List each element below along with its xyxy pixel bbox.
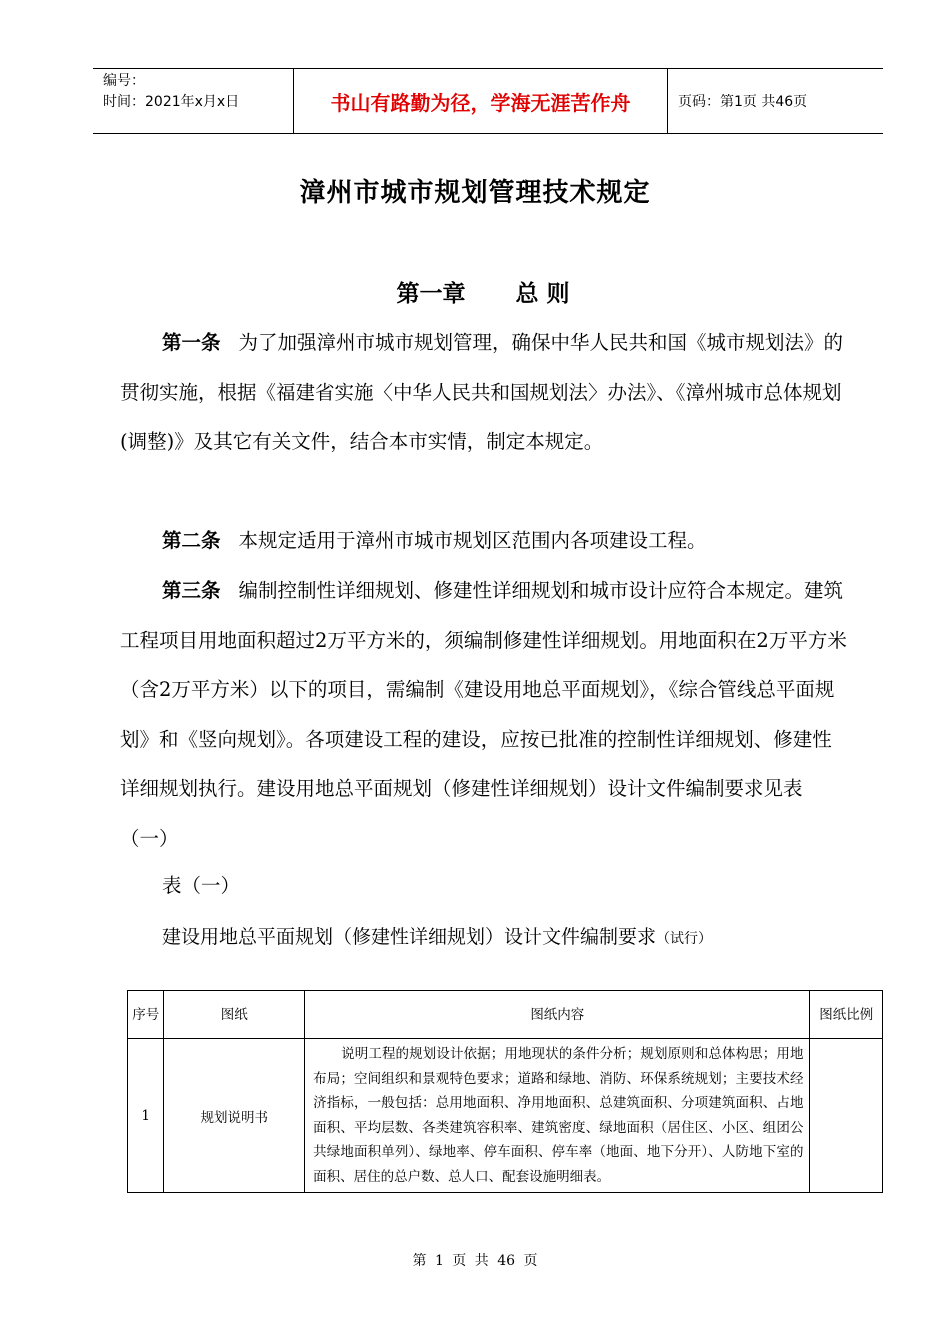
- article-text: 编制控制性详细规划、修建性详细规划和城市设计应符合本规定。建筑工程项目用地面积超过2万平方米的，须编制修建性详细规划。用地面积在2万平方米（含2万平方米）以下的项目，需编制《建设用地总平面规划》，《综合管线总平面规划》和《竖向规划》。各项建设工程的建设，应按已批准的控制性详细规划、修建性详细规划执行。建设用地总平面规划（修建性详细规划）设计文件编制要求见表（一）: [120, 579, 847, 850]
- article-1: [120, 318, 848, 467]
- table-label: 表（一）: [162, 874, 241, 897]
- page-header: [93, 68, 883, 134]
- article-text: 为了加强漳州市城市规划管理，确保中华人民共和国《城市规划法》的贯彻实施，根据《福建省实施〈中华人民共和国规划法〉办法》、《漳州城市总体规划(调整)》及其它有关文件，结合本市实情，制定本规定。: [120, 331, 844, 453]
- header-cell-drawing: 图纸: [164, 991, 305, 1039]
- cell-no: 1: [128, 1039, 164, 1193]
- cell-content: 说明工程的规划设计依据；用地现状的条件分析；规划原则和总体构思；用地布局；空间组织和景观特色要求；道路和绿地、消防、环保系统规划；主要技术经济指标，一般包括：总用地面积、净用地面积、总建筑面积、分项建筑面积、占地面积、平均层数、各类建筑容积率、建筑密度、绿地面积（居住区、小区、组团公共绿地面积单列）、绿地率、停车面积、停车率（地面、地下分开）、人防地下室的面积、居住的总户数、总人口、配套设施明细表。: [305, 1039, 810, 1193]
- document-title: 漳州市城市规划管理技术规定: [299, 178, 651, 208]
- article-label: 第一条: [162, 331, 221, 354]
- header-page-info: 页码：第1页 共46页: [678, 94, 808, 110]
- page-footer: 第 1 页 共 46 页: [412, 1253, 538, 1269]
- header-cell-content: 图纸内容: [305, 991, 810, 1039]
- cell-drawing: 规划说明书: [164, 1039, 305, 1193]
- cell-scale: [810, 1039, 883, 1193]
- time-label: 时间：2021年x月x日: [103, 94, 240, 110]
- table-title-text: 建设用地总平面规划（修建性详细规划）设计文件编制要求: [162, 926, 657, 948]
- chapter-name: 总 则: [515, 281, 570, 307]
- table-title-note: （试行）: [656, 931, 713, 947]
- article-label: 第二条: [162, 529, 221, 552]
- article-2: [120, 516, 848, 566]
- header-cell-scale: 图纸比例: [810, 991, 883, 1039]
- article-label: 第三条: [162, 579, 221, 602]
- requirements-table: [127, 990, 883, 1193]
- header-motto: 书山有路勤为径，学海无涯苦作舟: [294, 69, 668, 133]
- article-3: [120, 566, 848, 863]
- header-meta: [93, 69, 294, 133]
- header-cell-no: 序号: [128, 991, 164, 1039]
- table-header-row: [128, 991, 883, 1039]
- article-text: 本规定适用于漳州市城市规划区范围内各项建设工程。: [238, 529, 707, 552]
- chapter-heading: [0, 275, 950, 308]
- table-row: [128, 1039, 883, 1193]
- chapter-number: 第一章: [396, 281, 466, 307]
- number-label: 编号：: [103, 73, 145, 89]
- table-title: [162, 922, 712, 949]
